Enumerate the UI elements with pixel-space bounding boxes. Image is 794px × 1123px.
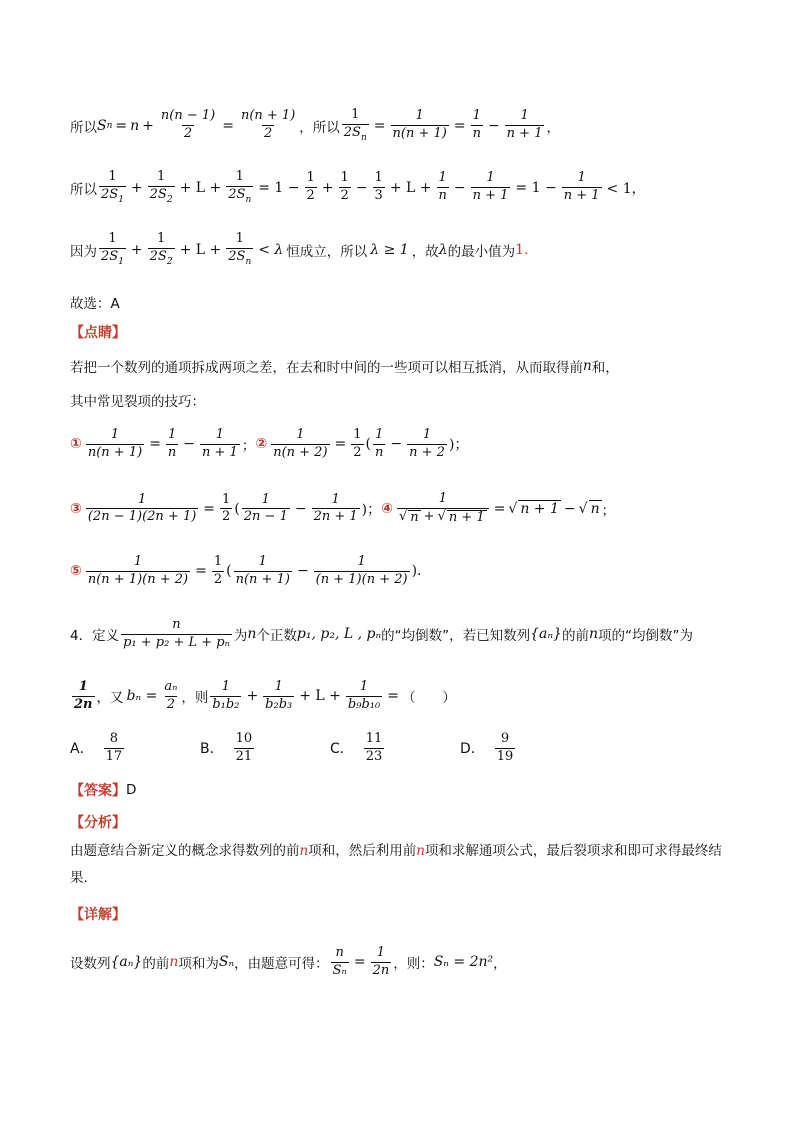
subscript: 1 — [118, 256, 124, 267]
text: ，所以 — [299, 119, 340, 136]
numerator: 1 — [274, 679, 283, 694]
formula-3-4 — [70, 492, 724, 526]
answer-value: D — [126, 782, 137, 798]
paragraph-2 — [70, 390, 724, 410]
numerator: 1 — [235, 169, 244, 184]
numerator: 10 — [235, 731, 253, 746]
paragraph-1 — [70, 356, 724, 376]
denominator: 2 — [183, 126, 193, 142]
plus: + — [423, 509, 435, 525]
var: n — [588, 626, 598, 643]
plus: + — [142, 117, 154, 134]
var: n — [299, 843, 309, 859]
numerator: 1 — [351, 107, 360, 122]
text: 所以 — [70, 119, 97, 136]
denominator: 2n — [74, 696, 93, 712]
denominator: n(n + 1) — [392, 126, 447, 142]
less-than: < 1， — [606, 180, 646, 197]
plus: + — [130, 241, 143, 258]
den-main: 2S — [149, 248, 167, 264]
denominator: 2 — [306, 188, 315, 204]
question-4-line-1 — [70, 618, 724, 651]
fraction — [104, 732, 125, 765]
numerator: 1 — [235, 231, 244, 246]
fraction — [99, 232, 126, 267]
denominator: n + 1 — [563, 188, 600, 204]
choice-label: A． — [70, 741, 94, 758]
text: 和， — [591, 360, 619, 376]
minus: − — [563, 500, 576, 517]
numerator: 1 — [422, 427, 432, 442]
denominator: 17 — [105, 748, 123, 764]
choice-a — [70, 732, 200, 765]
denominator: 2 — [353, 444, 362, 460]
denominator — [99, 186, 126, 205]
heading: 【分析】 — [70, 815, 126, 831]
numerator: 1 — [133, 554, 143, 569]
item-marker: ⑤ — [70, 563, 82, 580]
section-heading-fenxi — [70, 812, 724, 832]
numerator: 1 — [110, 427, 120, 442]
numerator: n(n + 1) — [240, 108, 296, 124]
denominator: Sₙ — [332, 962, 347, 978]
denominator: n — [472, 126, 481, 142]
equals: = 1 − — [515, 179, 557, 196]
numerator: 1 — [376, 945, 386, 960]
radicand: n + 1 — [520, 501, 559, 518]
text: 项和求解通项公式，最后裂项求和即可求得最终结果. — [70, 843, 722, 886]
choice-label: B． — [200, 741, 224, 758]
section-heading-dianjing — [70, 322, 724, 342]
denominator — [342, 124, 369, 143]
var: n — [416, 843, 425, 859]
formula-line-sum — [70, 170, 724, 205]
subscript: n — [245, 256, 252, 267]
ellipsis: + L + — [299, 688, 341, 705]
formula-5 — [70, 555, 724, 588]
fraction — [72, 680, 95, 713]
fraction — [346, 680, 382, 713]
subscript: n — [360, 132, 367, 143]
fraction — [239, 109, 297, 142]
numerator: 1 — [472, 108, 481, 124]
denominator: 2 — [222, 509, 231, 525]
equals: = — [149, 436, 161, 453]
lambda: λ — [438, 241, 448, 258]
den-main: 2S — [101, 186, 119, 202]
fraction — [234, 555, 292, 588]
text: ，则： — [393, 956, 434, 973]
denominator: 2n − 1 — [243, 509, 288, 525]
text: 的最小值为 — [447, 243, 516, 260]
subscript: n — [245, 194, 252, 205]
fraction — [242, 493, 290, 526]
denominator: n — [167, 444, 177, 460]
item-marker: ④ — [381, 500, 393, 517]
fraction — [226, 232, 253, 267]
ellipsis: + L + — [389, 179, 432, 196]
answer-choices — [70, 732, 590, 765]
numerator: 1 — [357, 554, 366, 569]
plus: + — [321, 179, 334, 196]
denominator — [397, 508, 489, 526]
punct: ， — [493, 956, 507, 973]
fraction — [471, 109, 483, 142]
punct: ； — [601, 502, 616, 519]
numerator: 1 — [520, 108, 529, 124]
section-heading-xiangjie — [70, 904, 724, 924]
denominator: n + 1 — [506, 126, 543, 142]
plus: + — [246, 688, 259, 705]
numerator: 1 — [221, 679, 231, 694]
denominator: 2 — [340, 188, 349, 204]
fraction — [562, 171, 602, 204]
den-main: 2S — [228, 186, 246, 202]
numerator: 1 — [415, 108, 424, 124]
less-than: < λ — [258, 241, 284, 258]
denominator: n — [438, 188, 447, 204]
sqrt: √ n — [578, 500, 600, 518]
den-main: 2S — [149, 186, 167, 202]
answer-blank: （ ） — [401, 690, 456, 707]
fraction — [212, 555, 224, 588]
numerator: n — [335, 945, 344, 960]
fraction — [351, 428, 363, 461]
denominator: (2n − 1)(2n + 1) — [87, 509, 197, 525]
subscript: n — [106, 120, 113, 131]
fraction — [148, 170, 175, 205]
fraction — [437, 171, 449, 204]
subscript: 2 — [166, 194, 173, 205]
fraction — [397, 492, 489, 526]
text: 项的“均倒数”为 — [598, 628, 693, 645]
text: 的前 — [142, 956, 170, 973]
text: 由题意结合新定义的概念求得数列的前 — [70, 843, 300, 859]
denominator: 2 — [213, 571, 223, 587]
paren: )； — [361, 501, 382, 518]
numerator: 1 — [78, 679, 88, 694]
paren: ( — [226, 563, 232, 580]
numerator: 11 — [365, 731, 383, 746]
equals: = — [387, 688, 399, 705]
equals: = — [493, 500, 506, 517]
equals: = — [373, 117, 386, 134]
numerator: 1 — [577, 170, 586, 186]
numerator: aₙ — [164, 679, 178, 694]
denominator: 19 — [496, 748, 514, 764]
denominator: b₂b₃ — [265, 696, 293, 712]
text: ，由题意可得： — [234, 956, 329, 973]
fraction — [471, 171, 511, 204]
denominator: n — [375, 444, 384, 460]
fraction — [86, 555, 190, 588]
numerator: n — [172, 617, 181, 632]
fraction — [234, 732, 255, 765]
question-number: 4．定义 — [70, 628, 120, 645]
numerator: 1 — [261, 491, 270, 507]
fraction — [373, 171, 385, 204]
heading: 【点睛】 — [70, 325, 126, 341]
denominator: n(n + 1) — [235, 571, 290, 587]
numerator: 1 — [438, 170, 447, 186]
item-marker: ② — [255, 436, 268, 453]
fraction — [312, 493, 360, 526]
text: 项和为 — [178, 956, 219, 973]
numerator: 1 — [359, 679, 369, 694]
minus: − — [390, 436, 403, 453]
text: 的“均倒数”，若已知数列 — [381, 628, 531, 645]
fraction — [86, 428, 144, 461]
numerator: 1 — [374, 170, 383, 186]
choice-label: D． — [460, 741, 485, 758]
radicand: n — [590, 501, 600, 518]
numerator: 1 — [296, 427, 305, 442]
fraction — [505, 109, 545, 142]
equals: = — [453, 117, 466, 134]
numerator: 1 — [258, 554, 267, 569]
heading: 【答案】 — [70, 783, 126, 799]
text: 个正数 — [256, 628, 297, 645]
item-marker: ③ — [70, 500, 82, 517]
choice-b — [200, 732, 330, 765]
fraction — [371, 946, 392, 979]
formula-line-sn — [70, 108, 724, 143]
fraction — [364, 732, 385, 765]
fraction — [200, 428, 240, 461]
numerator: 1 — [331, 491, 340, 507]
numerator: n(n − 1) — [160, 108, 216, 124]
numerator: 1 — [213, 554, 223, 569]
denominator — [148, 186, 175, 205]
text: ，又 — [96, 690, 124, 707]
sqrt: √ n + 1 — [508, 500, 559, 518]
minus: − — [487, 117, 500, 134]
fraction — [407, 428, 447, 461]
fraction — [342, 108, 369, 143]
numerator: 1 — [156, 231, 166, 246]
radicand: n + 1 — [448, 509, 485, 525]
var: n — [169, 954, 179, 971]
numerator: 1 — [137, 491, 147, 507]
denominator: n + 1 — [472, 188, 509, 204]
denominator: 21 — [235, 748, 253, 764]
numerator: 1 — [306, 170, 315, 186]
fraction — [263, 680, 294, 713]
text: 为 — [233, 628, 248, 645]
equals: = 1 − — [258, 179, 300, 196]
equals: = — [334, 436, 347, 453]
denominator: n + 2 — [409, 444, 445, 460]
denominator: p₁ + p₂ + L + pₙ — [123, 634, 230, 650]
equals: = — [203, 500, 216, 517]
fraction — [220, 493, 232, 526]
paren: ( — [365, 436, 372, 453]
var: {aₙ} — [530, 626, 562, 643]
text: 故选：A — [70, 296, 120, 312]
subscript: 1 — [118, 194, 124, 205]
denominator: 2 — [263, 126, 273, 142]
numerator: 1 — [167, 427, 177, 442]
equals: = — [195, 563, 207, 580]
numerator: 1 — [222, 491, 231, 507]
punct: ， — [546, 119, 560, 136]
denominator: b₁b₂ — [212, 696, 240, 712]
minus: − — [355, 179, 368, 196]
minus: − — [183, 436, 196, 453]
sqrt: √ n + 1 — [437, 509, 485, 525]
denominator — [99, 248, 126, 267]
var: p₁, p₂, L , pₙ — [296, 626, 382, 643]
den-main: 2S — [343, 124, 361, 140]
result: Sₙ = 2n² — [433, 954, 494, 971]
text: 因为 — [70, 243, 97, 260]
analysis-paragraph — [70, 838, 730, 892]
S-n — [97, 118, 112, 134]
sqrt: √ n — [399, 509, 419, 525]
fraction — [162, 680, 179, 713]
numerator: 1 — [156, 169, 166, 184]
text: 恒成立，所以 — [286, 243, 368, 260]
choice-d — [460, 732, 590, 765]
fraction — [148, 232, 175, 267]
fraction — [331, 946, 349, 979]
fraction — [159, 109, 217, 142]
detail-line — [70, 946, 724, 979]
choice-statement — [70, 292, 724, 312]
question-4-line-2 — [70, 680, 724, 713]
paren: ). — [411, 563, 422, 580]
numerator: 1 — [438, 491, 447, 506]
denominator: n(n + 2) — [273, 444, 328, 460]
numerator: 1 — [108, 169, 117, 184]
fraction — [305, 171, 317, 204]
fraction — [495, 732, 516, 765]
formula-line-lambda — [70, 232, 724, 267]
denominator: n(n + 1) — [87, 444, 143, 460]
condition: λ ≥ 1 — [370, 241, 409, 258]
fraction — [314, 555, 410, 588]
numerator: 1 — [375, 427, 384, 442]
denominator: 23 — [365, 748, 383, 764]
denominator — [148, 248, 175, 267]
numerator: 1 — [108, 231, 117, 246]
numerator: 1 — [340, 170, 349, 186]
choice-label: C． — [330, 741, 354, 758]
denominator — [226, 186, 253, 205]
punct: ； — [241, 438, 256, 455]
var: n — [583, 358, 592, 374]
fraction — [121, 618, 232, 651]
var: bₙ = — [126, 688, 158, 705]
var: n — [247, 626, 257, 643]
denominator: 2 — [166, 696, 175, 712]
heading: 【详解】 — [70, 907, 126, 923]
text: ，则 — [181, 690, 209, 707]
ellipsis: + L + — [179, 241, 222, 258]
fraction — [210, 680, 241, 713]
formula-1-2 — [70, 428, 724, 461]
den-main: 2S — [228, 248, 246, 264]
numerator: 8 — [109, 731, 118, 746]
numerator: 1 — [353, 427, 362, 442]
denominator: b₉b₁₀ — [347, 696, 381, 712]
subscript: 2 — [166, 256, 173, 267]
numerator: 1 — [486, 170, 495, 186]
var: n — [130, 117, 140, 134]
fraction — [99, 170, 126, 205]
fraction — [373, 428, 385, 461]
symbol: S — [97, 117, 107, 134]
equals: = — [222, 117, 234, 134]
choice-c — [330, 732, 460, 765]
text: ，故 — [411, 243, 439, 260]
denominator: 3 — [374, 188, 383, 204]
min-value: 1. — [515, 241, 529, 258]
paren: )； — [448, 437, 469, 454]
text: 的前 — [561, 628, 589, 645]
answer-line — [70, 780, 724, 800]
fraction — [391, 109, 449, 142]
item-marker: ① — [70, 436, 82, 453]
var: Sₙ — [218, 954, 235, 971]
denominator: n(n + 1)(n + 2) — [87, 571, 189, 587]
numerator: 1 — [215, 427, 225, 442]
denominator: 2n — [372, 962, 390, 978]
denominator — [226, 248, 253, 267]
var: {aₙ} — [110, 954, 143, 971]
den-main: 2S — [101, 248, 119, 264]
minus: − — [296, 563, 309, 580]
minus: − — [294, 500, 307, 517]
fraction — [271, 428, 329, 461]
fraction — [226, 170, 253, 205]
radicand: n — [410, 509, 419, 525]
denominator: 2n + 1 — [313, 509, 358, 525]
paren: ( — [234, 500, 240, 517]
numerator: 9 — [500, 731, 510, 746]
plus: + — [130, 179, 143, 196]
text: 项和，然后利用前 — [308, 843, 417, 859]
text: 所以 — [70, 181, 97, 198]
denominator: (n + 1)(n + 2) — [315, 571, 408, 587]
text: 若把一个数列的通项拆成两项之差，在去和时中间的一些项可以相互抵消，从而取得前 — [70, 360, 583, 376]
equals: = — [353, 954, 366, 971]
ellipsis: + L + — [179, 179, 222, 196]
equals: = — [115, 117, 128, 134]
denominator: n + 1 — [202, 444, 238, 460]
minus: − — [453, 179, 466, 196]
fraction — [86, 493, 198, 526]
fraction — [339, 171, 351, 204]
fraction — [166, 428, 178, 461]
text: 其中常见裂项的技巧： — [70, 394, 205, 410]
text: 设数列 — [70, 956, 111, 973]
